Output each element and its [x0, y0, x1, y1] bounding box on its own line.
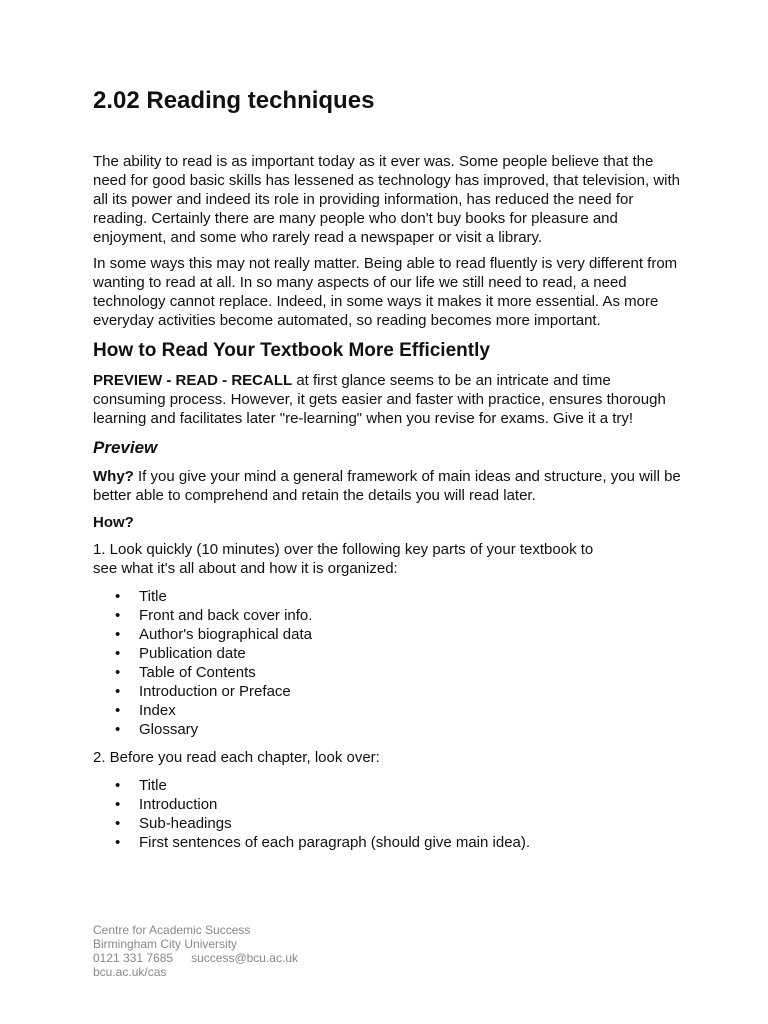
- bullet-icon: •: [115, 777, 121, 794]
- how-label: How?: [93, 514, 134, 531]
- intro-paragraph-2: In some ways this may not really matter. Being able to read fluently is very different from wanting to read at all. In so many aspects of our life we still need to read, a need technology cannot replace. Indeed, in some ways it makes it more essential. As more everyday activities become automated, so reading becomes more important.: [93, 255, 678, 329]
- list-item-label: Author's biographical data: [139, 626, 312, 643]
- list-item: [93, 720, 683, 739]
- list-item: [93, 682, 683, 701]
- step-1-paragraph: [93, 540, 683, 578]
- list-item-label: Sub-headings: [139, 815, 232, 832]
- list-item: [93, 795, 683, 814]
- bullet-icon: •: [115, 702, 121, 719]
- document-body: [93, 86, 683, 852]
- list-item: [93, 625, 683, 644]
- list-item-label: Table of Contents: [139, 664, 256, 681]
- footer-website[interactable]: bcu.ac.uk/cas: [93, 965, 167, 979]
- step-2-paragraph: 2. Before you read each chapter, look over:: [93, 749, 380, 766]
- list-item: [93, 833, 683, 852]
- list-item-label: Introduction: [139, 796, 218, 813]
- prr-bold-label: PREVIEW - READ - RECALL: [93, 372, 293, 389]
- footer-university: Birmingham City University: [93, 937, 238, 951]
- step-1-line-2: see what it's all about and how it is organized:: [93, 560, 398, 577]
- bullet-icon: •: [115, 626, 121, 643]
- list-item-label: Introduction or Preface: [139, 683, 291, 700]
- footer-email[interactable]: success@bcu.ac.uk: [191, 951, 298, 965]
- list-item: [93, 644, 683, 663]
- why-text: If you give your mind a general framework of main ideas and structure, you will be better able to comprehend and retain the details you will read later.: [93, 468, 681, 504]
- why-label: Why?: [93, 468, 134, 485]
- list-item-label: Index: [139, 702, 176, 719]
- list-item: [93, 701, 683, 720]
- bullet-icon: •: [115, 683, 121, 700]
- bullet-icon: •: [115, 645, 121, 662]
- key-parts-list: [93, 587, 683, 739]
- bullet-icon: •: [115, 796, 121, 813]
- list-item: [93, 606, 683, 625]
- footer-phone: 0121 331 7685: [93, 951, 174, 965]
- bullet-icon: •: [115, 815, 121, 832]
- list-item: [93, 663, 683, 682]
- intro-paragraph-1: The ability to read is as important today as it ever was. Some people believe that the need for good basic skills has lessened as technology has improved, that television, with all its power and indeed its role in providing information, has reduced the need for reading. Certainly there are many people who don't buy books for pleasure and enjoyment, and some who rarely read a newspaper or visit a library.: [93, 153, 680, 246]
- list-item: [93, 587, 683, 606]
- list-item: [93, 814, 683, 833]
- bullet-icon: •: [115, 834, 121, 851]
- list-item: [93, 776, 683, 795]
- prr-paragraph: [93, 371, 683, 428]
- why-paragraph: [93, 467, 683, 505]
- step-1-line-1: 1. Look quickly (10 minutes) over the following key parts of your textbook to: [93, 541, 594, 558]
- list-item-label: Title: [139, 588, 167, 605]
- bullet-icon: •: [115, 607, 121, 624]
- footer: [93, 923, 298, 979]
- prr-text: at first glance seems to be an intricate and time consuming process. However, it gets easier and faster with practice, ensures thorough learning and facilitates later "re-learning" when you revise for exams. Give it a try!: [93, 372, 666, 427]
- bullet-icon: •: [115, 664, 121, 681]
- list-item-label: Publication date: [139, 645, 246, 662]
- section-heading: How to Read Your Textbook More Efficiently: [93, 340, 490, 361]
- list-item-label: First sentences of each paragraph (should give main idea).: [139, 834, 531, 851]
- preview-heading: Preview: [93, 438, 158, 457]
- list-item-label: Glossary: [139, 721, 199, 738]
- footer-contact: [93, 951, 298, 965]
- list-item-label: Front and back cover info.: [139, 607, 313, 624]
- page-title: 2.02 Reading techniques: [93, 87, 375, 114]
- chapter-parts-list: [93, 776, 683, 852]
- bullet-icon: •: [115, 721, 121, 738]
- footer-org: Centre for Academic Success: [93, 923, 251, 937]
- bullet-icon: •: [115, 588, 121, 605]
- list-item-label: Title: [139, 777, 167, 794]
